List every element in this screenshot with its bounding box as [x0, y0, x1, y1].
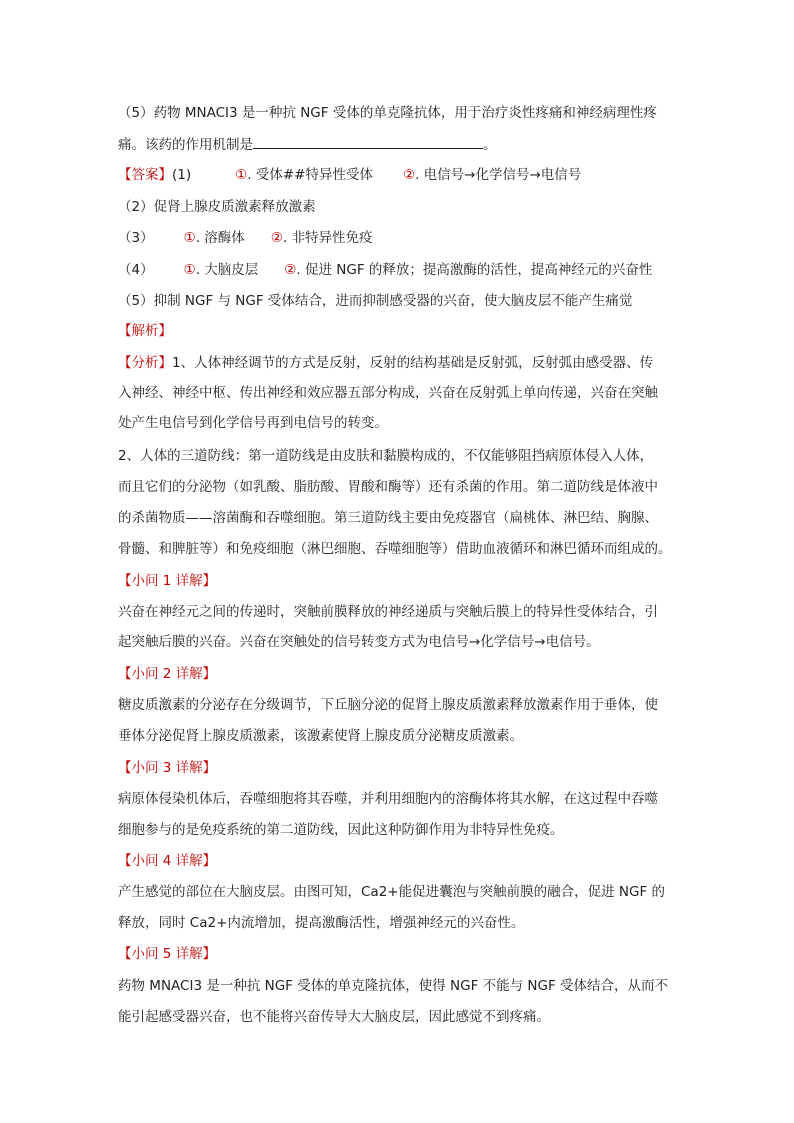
detail-3-line-2: 细胞参与的是免疫系统的第二道防线，因此这种防御作用为非特异性免疫。 — [118, 822, 564, 838]
circled-1-icon: ① — [183, 262, 196, 278]
analysis-para2-line-1: 2、人体的三道防线：第一道防线是由皮肤和黏膜构成的，不仅能够阻挡病原体侵入人体， — [118, 448, 654, 464]
answer-tag: 【答案】 — [118, 167, 172, 183]
detail-3-tag: 【小问 3 详解】 — [118, 760, 217, 776]
analysis-para2-line-2: 而且它们的分泌物（如乳酸、脂肪酸、胃酸和酶等）还有杀菌的作用。第二道防线是体液中 — [118, 479, 658, 495]
answer-line-5: （5）抑制 NGF 与 NGF 受体结合，进而抑制感受器的兴奋，使大脑皮层不能产生痛觉 — [118, 293, 633, 309]
answer-line-2: （2）促肾上腺皮质激素释放激素 — [118, 199, 316, 215]
analysis-para1-line-2: 入神经、神经中枢、传出神经和效应器五部分构成，兴奋在反射弧上单向传递，兴奋在突触 — [118, 385, 658, 401]
circled-2-icon: ② — [284, 262, 297, 278]
answer-line-1 — [118, 166, 688, 184]
detail-2-line-1: 糖皮质激素的分泌存在分级调节，下丘脑分泌的促肾上腺皮质激素释放激素作用于垂体，使 — [118, 697, 658, 713]
answer-1-part-2: . 电信号→化学信号→电信号 — [415, 167, 582, 183]
answer-1-part-1: . 受体##特异性受体 — [247, 167, 373, 183]
circled-1-icon: ① — [183, 230, 196, 246]
question-suffix: 。 — [483, 137, 497, 153]
detail-5-tag: 【小问 5 详解】 — [118, 946, 217, 962]
circled-1-icon: ① — [235, 167, 248, 183]
fenxi-tag: 【分析】 — [118, 355, 172, 371]
answer-4-part-2: . 促进 NGF 的释放；提高激酶的活性，提高神经元的兴奋性 — [296, 262, 653, 278]
detail-1-tag: 【小问 1 详解】 — [118, 573, 217, 589]
answer-3-part-1: . 溶酶体 — [195, 230, 245, 246]
detail-4-tag: 【小问 4 详解】 — [118, 853, 217, 869]
circled-2-icon: ② — [402, 167, 416, 183]
answer-line-4 — [118, 261, 688, 279]
detail-2-tag: 【小问 2 详解】 — [118, 666, 217, 682]
answer-blank — [253, 136, 483, 149]
circled-2-icon: ② — [270, 230, 283, 246]
analysis-para2-line-4: 骨髓、和脾脏等）和免疫细胞（淋巴细胞、吞噬细胞等）借助血液循环和淋巴循环而组成的。 — [118, 541, 672, 557]
answer-3-number: （3） — [118, 230, 154, 246]
analysis-para1-line-3: 处产生电信号到化学信号再到电信号的转变。 — [118, 415, 388, 431]
detail-5-line-1: 药物 MNACI3 是一种抗 NGF 受体的单克隆抗体，使得 NGF 不能与 NGF 受体结合，从而不 — [118, 978, 669, 994]
detail-5-line-2: 能引起感受器兴奋，也不能将兴奋传导大大脑皮层，因此感觉不到疼痛。 — [118, 1009, 550, 1025]
detail-4-line-1: 产生感觉的部位在大脑皮层。由图可知，Ca2+能促进囊泡与突触前膜的融合，促进 NGF 的 — [118, 884, 666, 900]
analysis-para2-line-3: 的杀菌物质——溶菌酶和吞噬细胞。第三道防线主要由免疫器官（扁桃体、淋巴结、胸腺、 — [118, 510, 658, 526]
detail-1-line-2: 起突触后膜的兴奋。兴奋在突触处的信号转变方式为电信号→化学信号→电信号。 — [118, 634, 600, 650]
analysis-tag: 【解析】 — [118, 323, 172, 339]
detail-3-line-1: 病原体侵染机体后，吞噬细胞将其吞噬，并利用细胞内的溶酶体将其水解，在这过程中吞噬 — [118, 791, 658, 807]
detail-2-line-2: 垂体分泌促肾上腺皮质激素，该激素使肾上腺皮质分泌糖皮质激素。 — [118, 728, 523, 744]
answer-4-number: （4） — [118, 262, 154, 278]
answer-1-number: (1) — [172, 167, 192, 183]
analysis-para1-line-1 — [118, 354, 688, 372]
question-prefix: 痛。该药的作用机制是 — [118, 137, 253, 153]
question-line-1: （5）药物 MNACI3 是一种抗 NGF 受体的单克隆抗体，用于治疗炎性疼痛和神经病理性疼 — [118, 105, 657, 121]
answer-3-part-2: . 非特异性免疫 — [282, 230, 373, 246]
question-line-2 — [118, 136, 688, 154]
detail-1-line-1: 兴奋在神经元之间的传递时，突触前膜释放的神经递质与突触后膜上的特异性受体结合，引 — [118, 604, 658, 620]
analysis-text: 1、人体神经调节的方式是反射，反射的结构基础是反射弧，反射弧由感受器、传 — [172, 355, 654, 371]
answer-line-3 — [118, 229, 688, 247]
answer-4-part-1: . 大脑皮层 — [195, 262, 259, 278]
detail-4-line-2: 释放，同时 Ca2+内流增加，提高激酶活性，增强神经元的兴奋性。 — [118, 915, 525, 931]
